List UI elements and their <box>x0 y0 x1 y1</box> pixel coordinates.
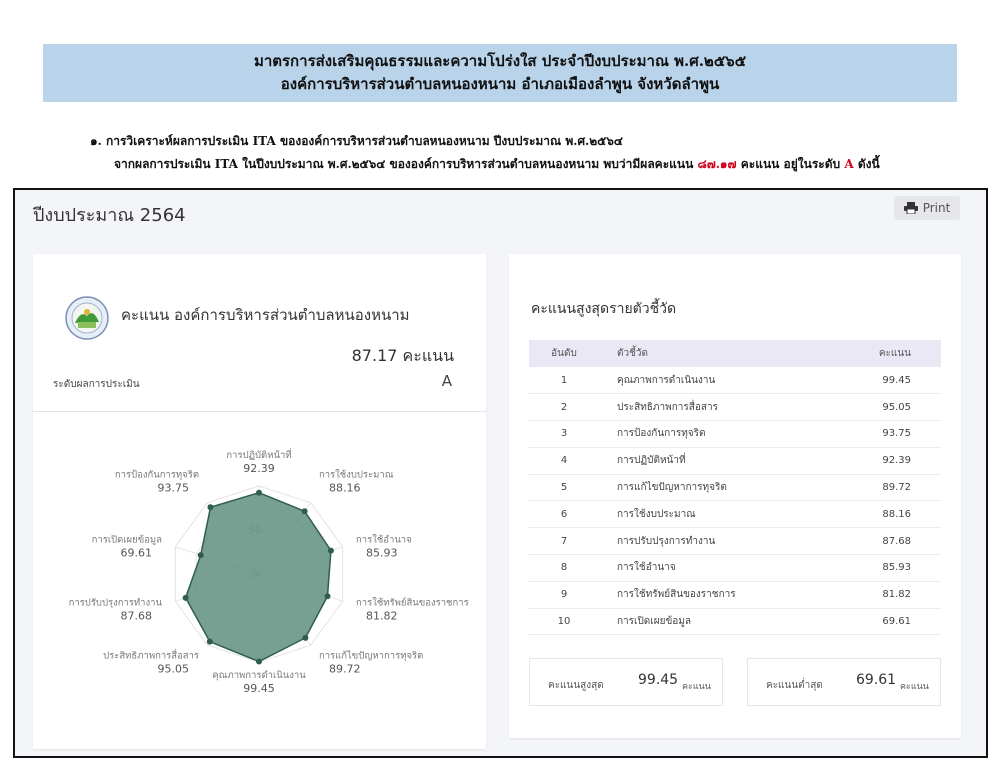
year-title: ปีงบประมาณ 2564 <box>33 205 186 226</box>
header-rank: อันดับ <box>529 340 599 367</box>
table-row <box>529 501 941 528</box>
ranking-table <box>529 340 941 635</box>
min-score-label: คะแนนต่ำสุด <box>766 680 823 691</box>
radar-value-label: 85.93 <box>366 546 398 560</box>
table-row <box>529 367 941 394</box>
print-label: Print <box>922 201 951 215</box>
indicator-cell: การปรับปรุงการทำงาน <box>599 528 861 555</box>
indicator-cell: การปฏิบัติหน้าที่ <box>599 447 861 474</box>
summary-level: A <box>844 157 854 171</box>
score-cell: 85.93 <box>861 555 941 582</box>
radar-data-point <box>302 635 308 641</box>
indicator-cell: การป้องกันการทุจริต <box>599 421 861 448</box>
indicator-cell: การใช้อำนาจ <box>599 555 861 582</box>
radar-category-label: การปฏิบัติหน้าที่ <box>226 450 292 461</box>
radar-value-label: 93.75 <box>157 481 190 495</box>
table-row <box>529 447 941 474</box>
printer-icon <box>904 202 918 214</box>
rank-cell: 9 <box>529 581 599 608</box>
score-cell: 87.68 <box>861 528 941 555</box>
score-cell: 99.45 <box>861 367 941 394</box>
max-score-label: คะแนนสูงสุด <box>548 680 604 691</box>
score-cell: 81.82 <box>861 581 941 608</box>
rank-cell: 2 <box>529 394 599 421</box>
organization-logo <box>65 296 109 340</box>
summary-text-pre: จากผลการประเมิน ITA ในปีงบประมาณ พ.ศ.๒๕๖๔ ขององค์การบริหารส่วนตำบลหนองหนาม พบว่ามีผลคะแนน <box>114 157 698 171</box>
summary-score: ๘๗.๑๗ <box>697 157 737 171</box>
radar-category-label: ประสิทธิภาพการสื่อสาร <box>103 650 200 662</box>
radar-data-point <box>207 639 213 645</box>
radar-value-label: 99.45 <box>243 682 275 695</box>
total-score: 87.17 คะแนน <box>351 346 454 365</box>
min-score-value: 69.61 <box>856 672 897 688</box>
table-row <box>529 421 941 448</box>
radar-value-label: 69.61 <box>120 546 152 560</box>
score-cell: 69.61 <box>861 608 941 635</box>
table-row <box>529 474 941 501</box>
section-analysis <box>90 130 970 176</box>
rank-cell: 8 <box>529 555 599 582</box>
table-row <box>529 394 941 421</box>
document-header <box>43 44 957 102</box>
radar-category-label: การใช้อำนาจ <box>356 534 412 546</box>
section-summary <box>90 153 970 176</box>
rank-cell: 4 <box>529 447 599 474</box>
max-score-unit: คะแนน <box>682 682 711 692</box>
section-heading: ๑. การวิเคราะห์ผลการประเมิน ITA ขององค์การบริหารส่วนตำบลหนองหนาม ปีงบประมาณ พ.ศ.๒๕๖๔ <box>90 134 623 148</box>
table-row <box>529 555 941 582</box>
indicator-cell: การใช้ทรัพย์สินของราชการ <box>599 581 861 608</box>
radar-series-area <box>186 493 331 662</box>
level-value: A <box>441 372 452 390</box>
rank-cell: 6 <box>529 501 599 528</box>
indicator-cell: ประสิทธิภาพการสื่อสาร <box>599 394 861 421</box>
radar-value-label: 81.82 <box>366 609 398 623</box>
ranking-card <box>509 254 961 738</box>
max-score-value: 99.45 <box>638 672 679 688</box>
rank-cell: 1 <box>529 367 599 394</box>
score-summary <box>33 254 486 412</box>
radar-value-label: 89.72 <box>328 662 361 676</box>
min-score-box <box>747 658 941 706</box>
score-cell: 95.05 <box>861 394 941 421</box>
radar-category-label: การปรับปรุงการทำงาน <box>68 597 162 609</box>
level-label: ระดับผลการประเมิน <box>53 379 140 390</box>
radar-data-point <box>256 490 262 496</box>
radar-value-label: 87.68 <box>120 609 152 623</box>
radar-data-point <box>328 548 334 554</box>
radar-chart <box>33 414 486 749</box>
rank-cell: 5 <box>529 474 599 501</box>
radar-category-label: คุณภาพการดำเนินงาน <box>212 670 306 681</box>
radar-category-label: การใช้ทรัพย์สินของราชการ <box>356 597 469 609</box>
score-title: คะแนน องค์การบริหารส่วนตำบลหนองหนาม <box>121 306 410 324</box>
score-cell: 92.39 <box>861 447 941 474</box>
score-cell: 88.16 <box>861 501 941 528</box>
indicator-cell: การแก้ไขปัญหาการทุจริต <box>599 474 861 501</box>
summary-text-post: ดังนี้ <box>853 157 880 171</box>
radar-data-point <box>302 508 308 514</box>
dashboard-screenshot <box>13 188 988 758</box>
summary-text-mid: คะแนน อยู่ในระดับ <box>736 157 845 171</box>
min-score-unit: คะแนน <box>900 682 929 692</box>
header-score: คะแนน <box>861 340 941 367</box>
radar-category-label: การเปิดเผยข้อมูล <box>91 534 162 546</box>
radar-data-point <box>208 504 214 510</box>
radar-category-label: การใช้งบประมาณ <box>318 469 394 481</box>
header-indicator: ตัวชี้วัด <box>599 340 861 367</box>
radar-value-label: 95.05 <box>157 662 190 676</box>
radar-data-point <box>198 552 204 558</box>
header-line-2: องค์การบริหารส่วนตำบลหนองหนาม อำเภอเมืองลำพูน จังหวัดลำพูน <box>280 75 720 93</box>
score-card <box>33 254 486 749</box>
radar-value-label: 92.39 <box>243 462 275 475</box>
indicator-cell: การใช้งบประมาณ <box>599 501 861 528</box>
table-row <box>529 608 941 635</box>
radar-data-point <box>256 659 262 665</box>
rank-cell: 7 <box>529 528 599 555</box>
rank-cell: 10 <box>529 608 599 635</box>
max-score-box <box>529 658 723 706</box>
radar-value-label: 88.16 <box>328 481 361 495</box>
table-header-row <box>529 340 941 367</box>
table-row <box>529 581 941 608</box>
table-row <box>529 528 941 555</box>
header-line-1: มาตรการส่งเสริมคุณธรรมและความโปร่งใส ประจำปีงบประมาณ พ.ศ.๒๕๖๕ <box>253 52 747 70</box>
radar-category-label: การแก้ไขปัญหาการทุจริต <box>318 650 424 662</box>
indicator-cell: คุณภาพการดำเนินงาน <box>599 367 861 394</box>
ranking-title: คะแนนสูงสุดรายตัวชี้วัด <box>531 301 677 317</box>
score-cell: 93.75 <box>861 421 941 448</box>
rank-cell: 3 <box>529 421 599 448</box>
indicator-cell: การเปิดเผยข้อมูล <box>599 608 861 635</box>
radar-data-point <box>183 595 189 601</box>
score-cell: 89.72 <box>861 474 941 501</box>
print-button[interactable] <box>894 196 960 220</box>
radar-data-point <box>324 593 330 599</box>
radar-category-label: การป้องกันการทุจริต <box>114 469 200 481</box>
